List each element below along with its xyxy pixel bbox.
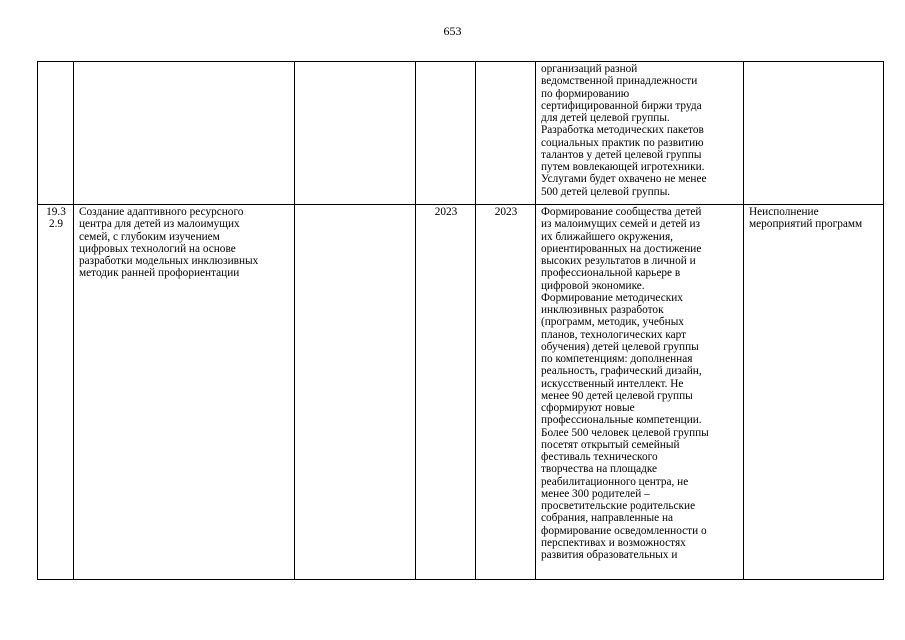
end-year-cell: 2023 — [476, 205, 536, 580]
row-number-cell — [38, 62, 74, 205]
event-name-cell: Создание адаптивного ресурсного центра для детей из малоимущих семей, с глубоким изучением цифровых технологий на основе разработки модельных инклюзивных методик ранней профориентации — [74, 205, 295, 580]
activities-table — [37, 61, 884, 580]
page-number: 653 — [443, 24, 462, 38]
table-row — [38, 205, 884, 580]
expected-result-cell: организаций разной ведомственной принадлежности по формированию сертифицированной биржи труда для детей целевой группы. Разработка методических пакетов социальных практик по развитию талантов у детей целевой группы путем вовлекающей игротехники. Услугами будет охвачено не менее 500 детей целевой группы. — [536, 62, 744, 205]
start-year-cell — [416, 62, 476, 205]
executor-cell — [295, 205, 416, 580]
executor-cell — [295, 62, 416, 205]
expected-result-cell: Формирование сообщества детей из малоимущих семей и детей из их ближайшего окружения, ориентированных на достижение высоких результатов в личной и профессиональной карьере в цифровой экономике. Формирование методических инклюзивных разработок (программ, методик, учебных планов, технологических карт обучения) детей целевой группы по компетенциям: дополненная реальность, графический дизайн, искусственный интеллект. Не менее 90 детей целевой группы сформируют новые профессиональные компетенции. Более 500 человек целевой группы посетят открытый семейный фестиваль технического творчества на площадке реабилитационного центра, не менее 300 родителей – просветительские родительские собрания, направленные на формирование осведомленности о перспективах и возможностях развития образовательных и — [536, 205, 744, 580]
risk-cell — [744, 62, 884, 205]
end-year-cell — [476, 62, 536, 205]
table-row — [38, 62, 884, 205]
start-year-cell: 2023 — [416, 205, 476, 580]
row-number-cell: 19.3 2.9 — [38, 205, 74, 580]
event-name-cell — [74, 62, 295, 205]
risk-cell: Неисполнение мероприятий программ — [744, 205, 884, 580]
